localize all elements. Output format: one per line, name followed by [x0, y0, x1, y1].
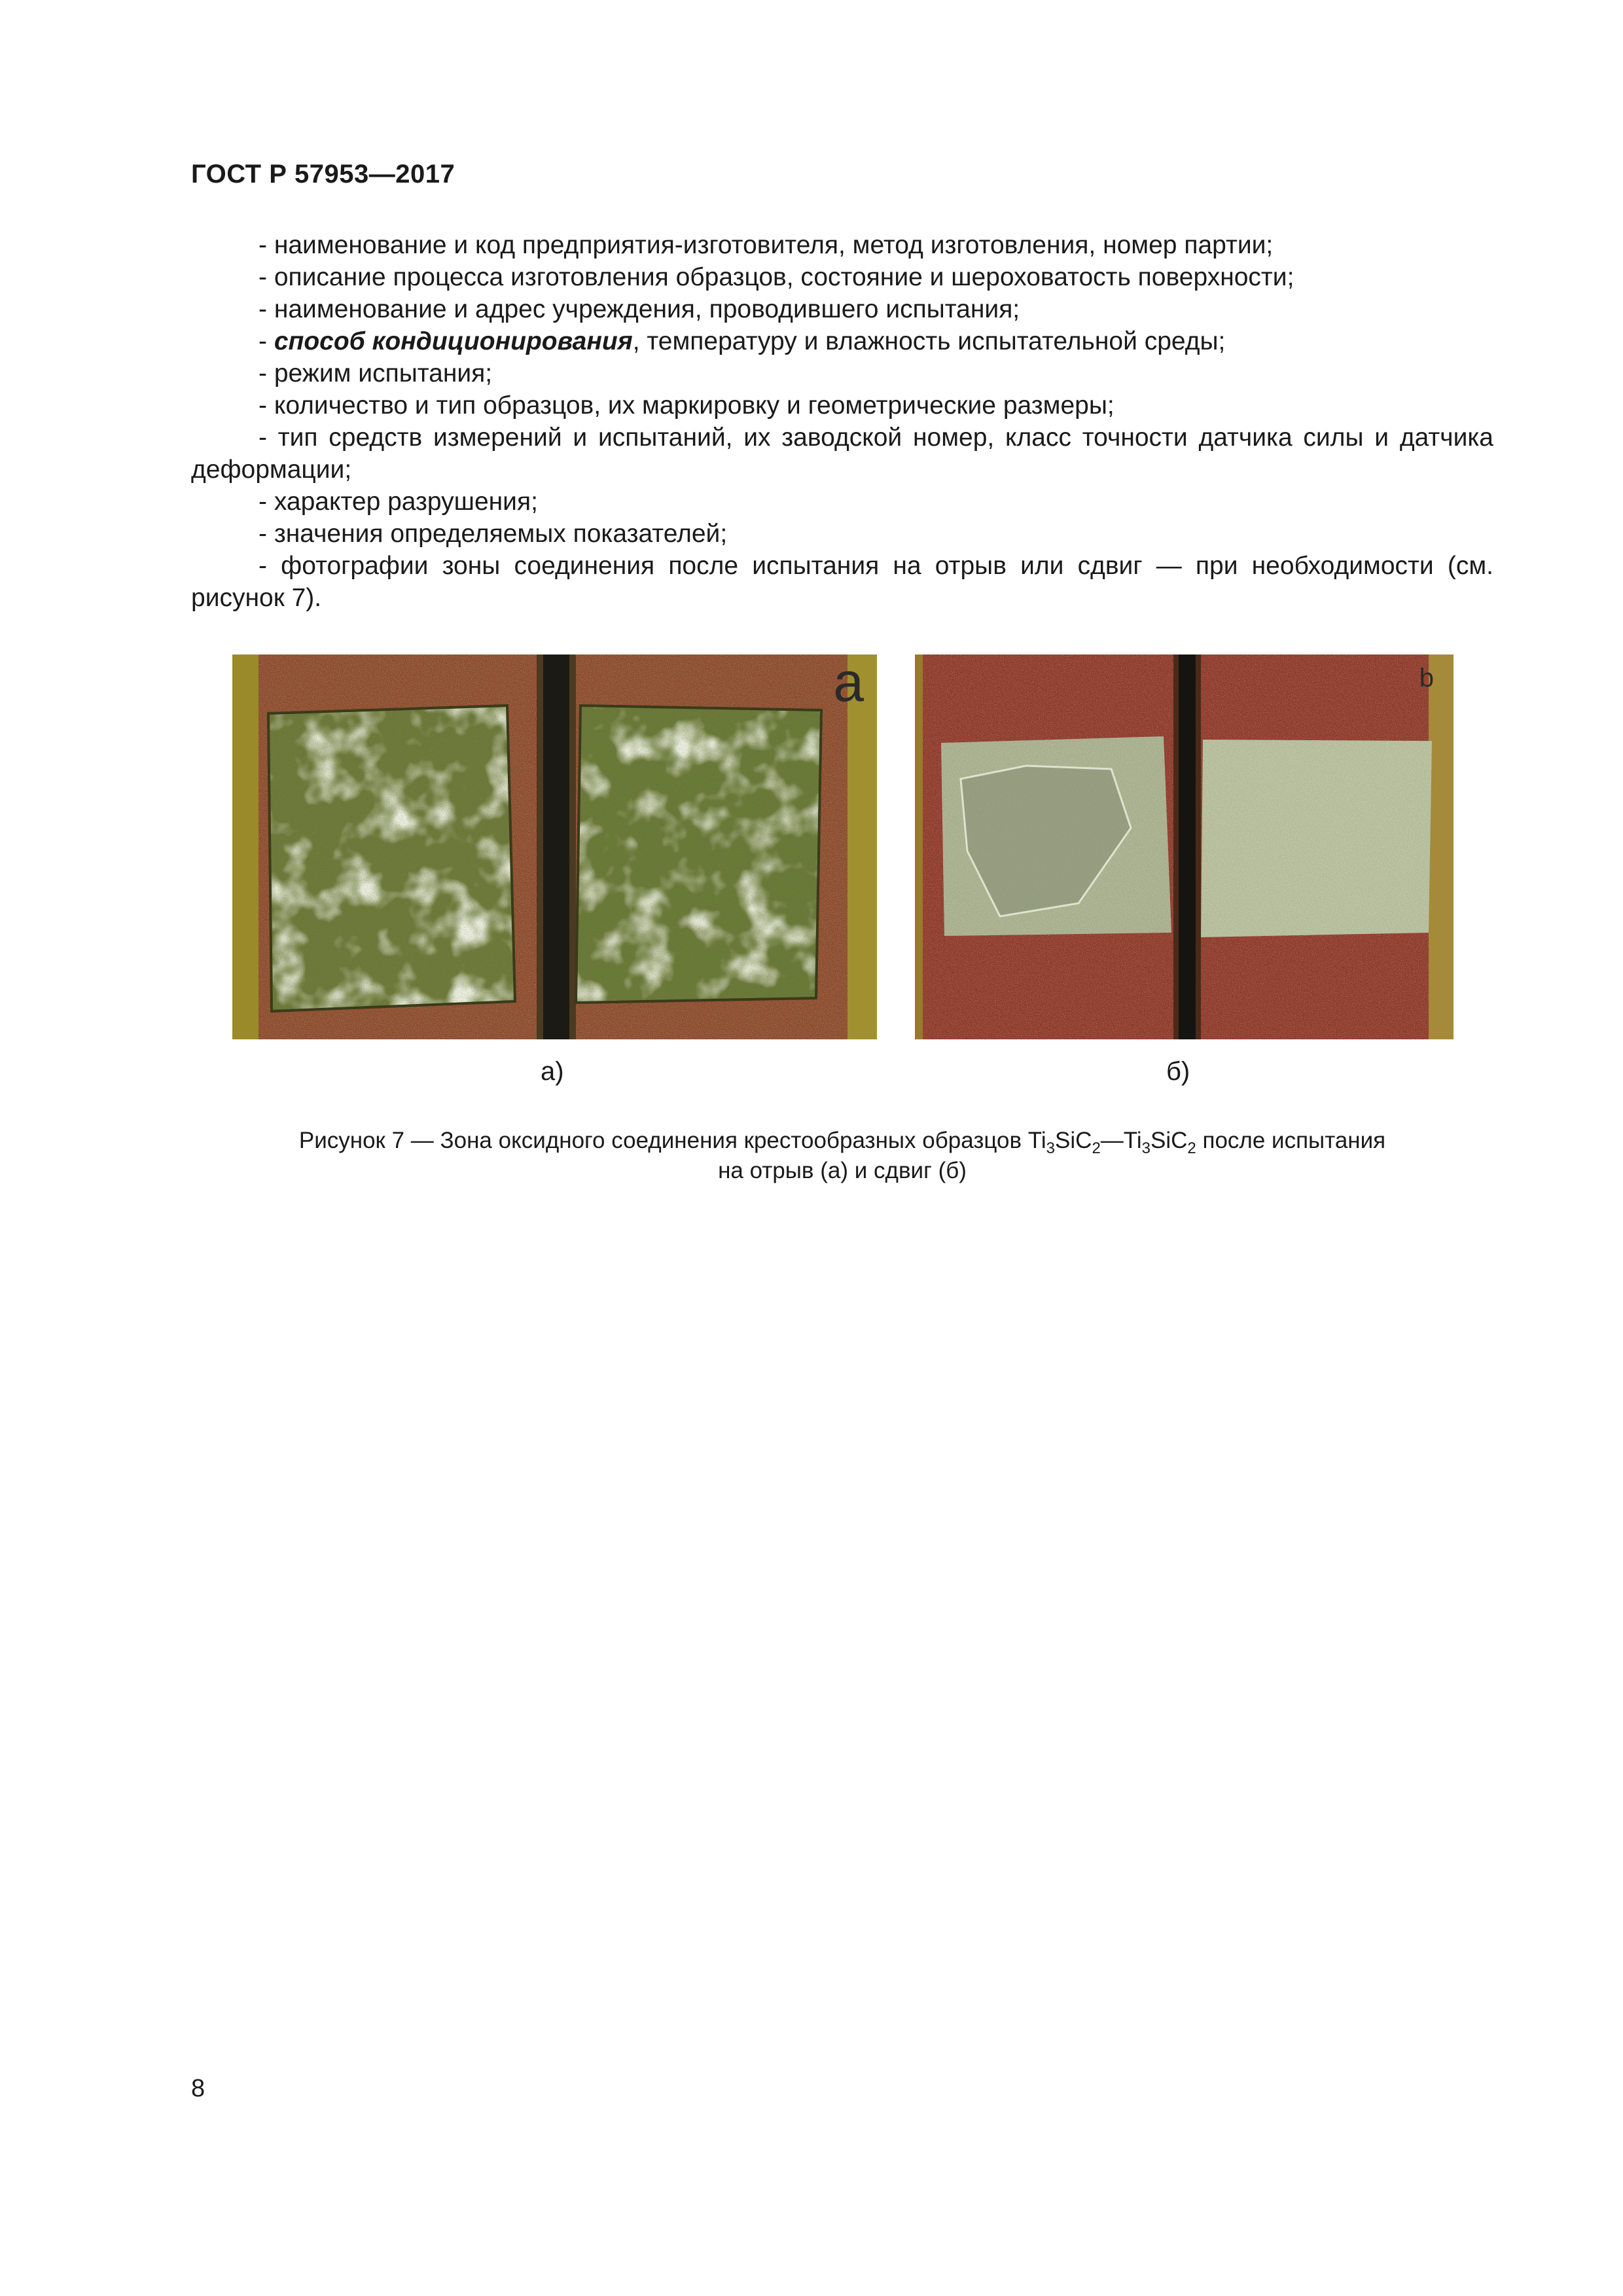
- emphasized-term: способ кондиционирования: [274, 327, 633, 355]
- caption-text: Рисунок 7 — Зона оксидного соединения крестообразных образцов Ti: [298, 1128, 1046, 1153]
- document-header: ГОСТ Р 57953—2017: [191, 160, 455, 188]
- list-item: - описание процесса изготовления образцов, состояние и шероховатость поверхности;: [259, 263, 1294, 291]
- figure-sublabel-b: б): [1166, 1057, 1190, 1086]
- requirements-list: [191, 229, 1493, 614]
- photo-pull-off-test: [232, 655, 877, 1039]
- list-item: - режим испытания;: [259, 359, 493, 387]
- list-item: - наименование и адрес учреждения, проводившего испытания;: [259, 295, 1020, 323]
- list-item: - тип средств измерений и испытаний, их заводской номер, класс точности датчика силы и датчика деформации;: [191, 423, 1493, 484]
- caption-text: —Ti: [1100, 1128, 1142, 1153]
- photo-b-letter: b: [1419, 664, 1434, 692]
- caption-text: после испытания: [1196, 1128, 1386, 1153]
- caption-line-1: [191, 1126, 1493, 1156]
- caption-subscript: 2: [1187, 1139, 1196, 1157]
- page-number: 8: [191, 2075, 205, 2102]
- list-item-prefix: -: [259, 327, 274, 355]
- figure-caption: [191, 1126, 1493, 1186]
- figure-sublabel-a: а): [541, 1057, 564, 1086]
- micrograph-b-image: [915, 655, 1454, 1039]
- caption-subscript: 3: [1046, 1139, 1056, 1157]
- photo-shear-test: [915, 655, 1454, 1039]
- list-item: - наименование и код предприятия-изготовителя, метод изготовления, номер партии;: [259, 231, 1274, 259]
- list-item: - количество и тип образцов, их маркировку и геометрические размеры;: [259, 391, 1115, 420]
- caption-line-2: на отрыв (а) и сдвиг (б): [718, 1158, 967, 1183]
- micrograph-a-image: [232, 655, 877, 1039]
- caption-subscript: 3: [1141, 1139, 1151, 1157]
- list-item: - значения определяемых показателей;: [259, 520, 728, 548]
- photo-a-letter: a: [833, 655, 864, 713]
- list-item-rest: , температуру и влажность испытательной среды;: [632, 327, 1226, 355]
- caption-text: SiC: [1055, 1128, 1092, 1153]
- caption-text: SiC: [1150, 1128, 1188, 1153]
- caption-subscript: 2: [1092, 1139, 1101, 1157]
- list-item: [191, 325, 1493, 357]
- list-item: - характер разрушения;: [259, 488, 538, 516]
- list-item: - фотографии зоны соединения после испытания на отрыв или сдвиг — при необходимости (см. рисунок 7).: [191, 552, 1493, 612]
